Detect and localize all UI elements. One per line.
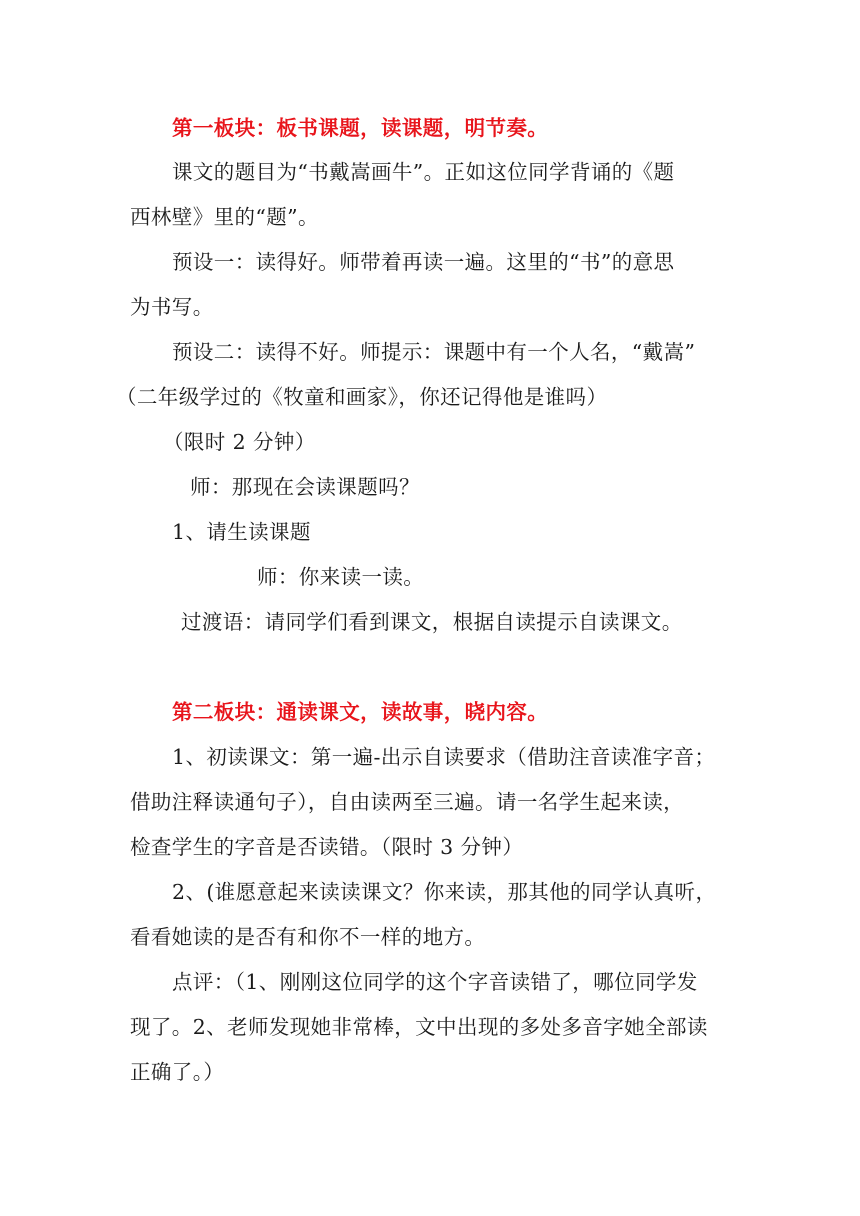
paragraph-line: 正确了。） bbox=[130, 1060, 225, 1084]
paragraph-line: 1、初读课文：第一遍-出示自读要求（借助注音读准字音； bbox=[172, 745, 716, 769]
section-2-heading: 第二板块：通读课文，读故事，晓内容。 bbox=[172, 700, 549, 724]
paragraph-line: 2、(谁愿意起来读读课文？你来读，那其他的同学认真听， bbox=[172, 880, 717, 904]
transition-line: 过渡语：请同学们看到课文，根据自读提示自读课文。 bbox=[181, 610, 683, 634]
time-limit-note: （限时 2 分钟） bbox=[163, 430, 316, 454]
paragraph-line: 西林壁》里的“题”。 bbox=[130, 205, 319, 229]
paragraph-line: 检查学生的字音是否读错。（限时 3 分钟） bbox=[130, 835, 524, 859]
paragraph-line: 预设二：读得不好。师提示：课题中有一个人名，“戴嵩” bbox=[172, 340, 696, 364]
section-1-heading: 第一板块：板书课题，读课题，明节奏。 bbox=[172, 116, 549, 140]
paragraph-line: 预设一：读得好。师带着再读一遍。这里的“书”的意思 bbox=[172, 250, 675, 274]
list-item: 1、请生读课题 bbox=[172, 520, 311, 544]
paragraph-line: 点评：（1、刚刚这位同学的这个字音读错了，哪位同学发 bbox=[172, 970, 698, 994]
paragraph-line: 借助注释读通句子），自由读两至三遍。请一名学生起来读， bbox=[130, 790, 685, 814]
teacher-line: 师：你来读一读。 bbox=[257, 565, 425, 589]
paragraph-line: 为书写。 bbox=[130, 295, 214, 319]
paragraph-line: （二年级学过的《牧童和画家》，你还记得他是谁吗） bbox=[116, 385, 608, 409]
teacher-question: 师：那现在会读课题吗？ bbox=[190, 475, 420, 499]
paragraph-line: 看看她读的是否有和你不一样的地方。 bbox=[130, 925, 486, 949]
paragraph-line: 现了。2、老师发现她非常棒，文中出现的多处多音字她全部读 bbox=[130, 1015, 708, 1039]
paragraph-line: 课文的题目为“书戴嵩画牛”。正如这位同学背诵的《题 bbox=[172, 160, 675, 184]
